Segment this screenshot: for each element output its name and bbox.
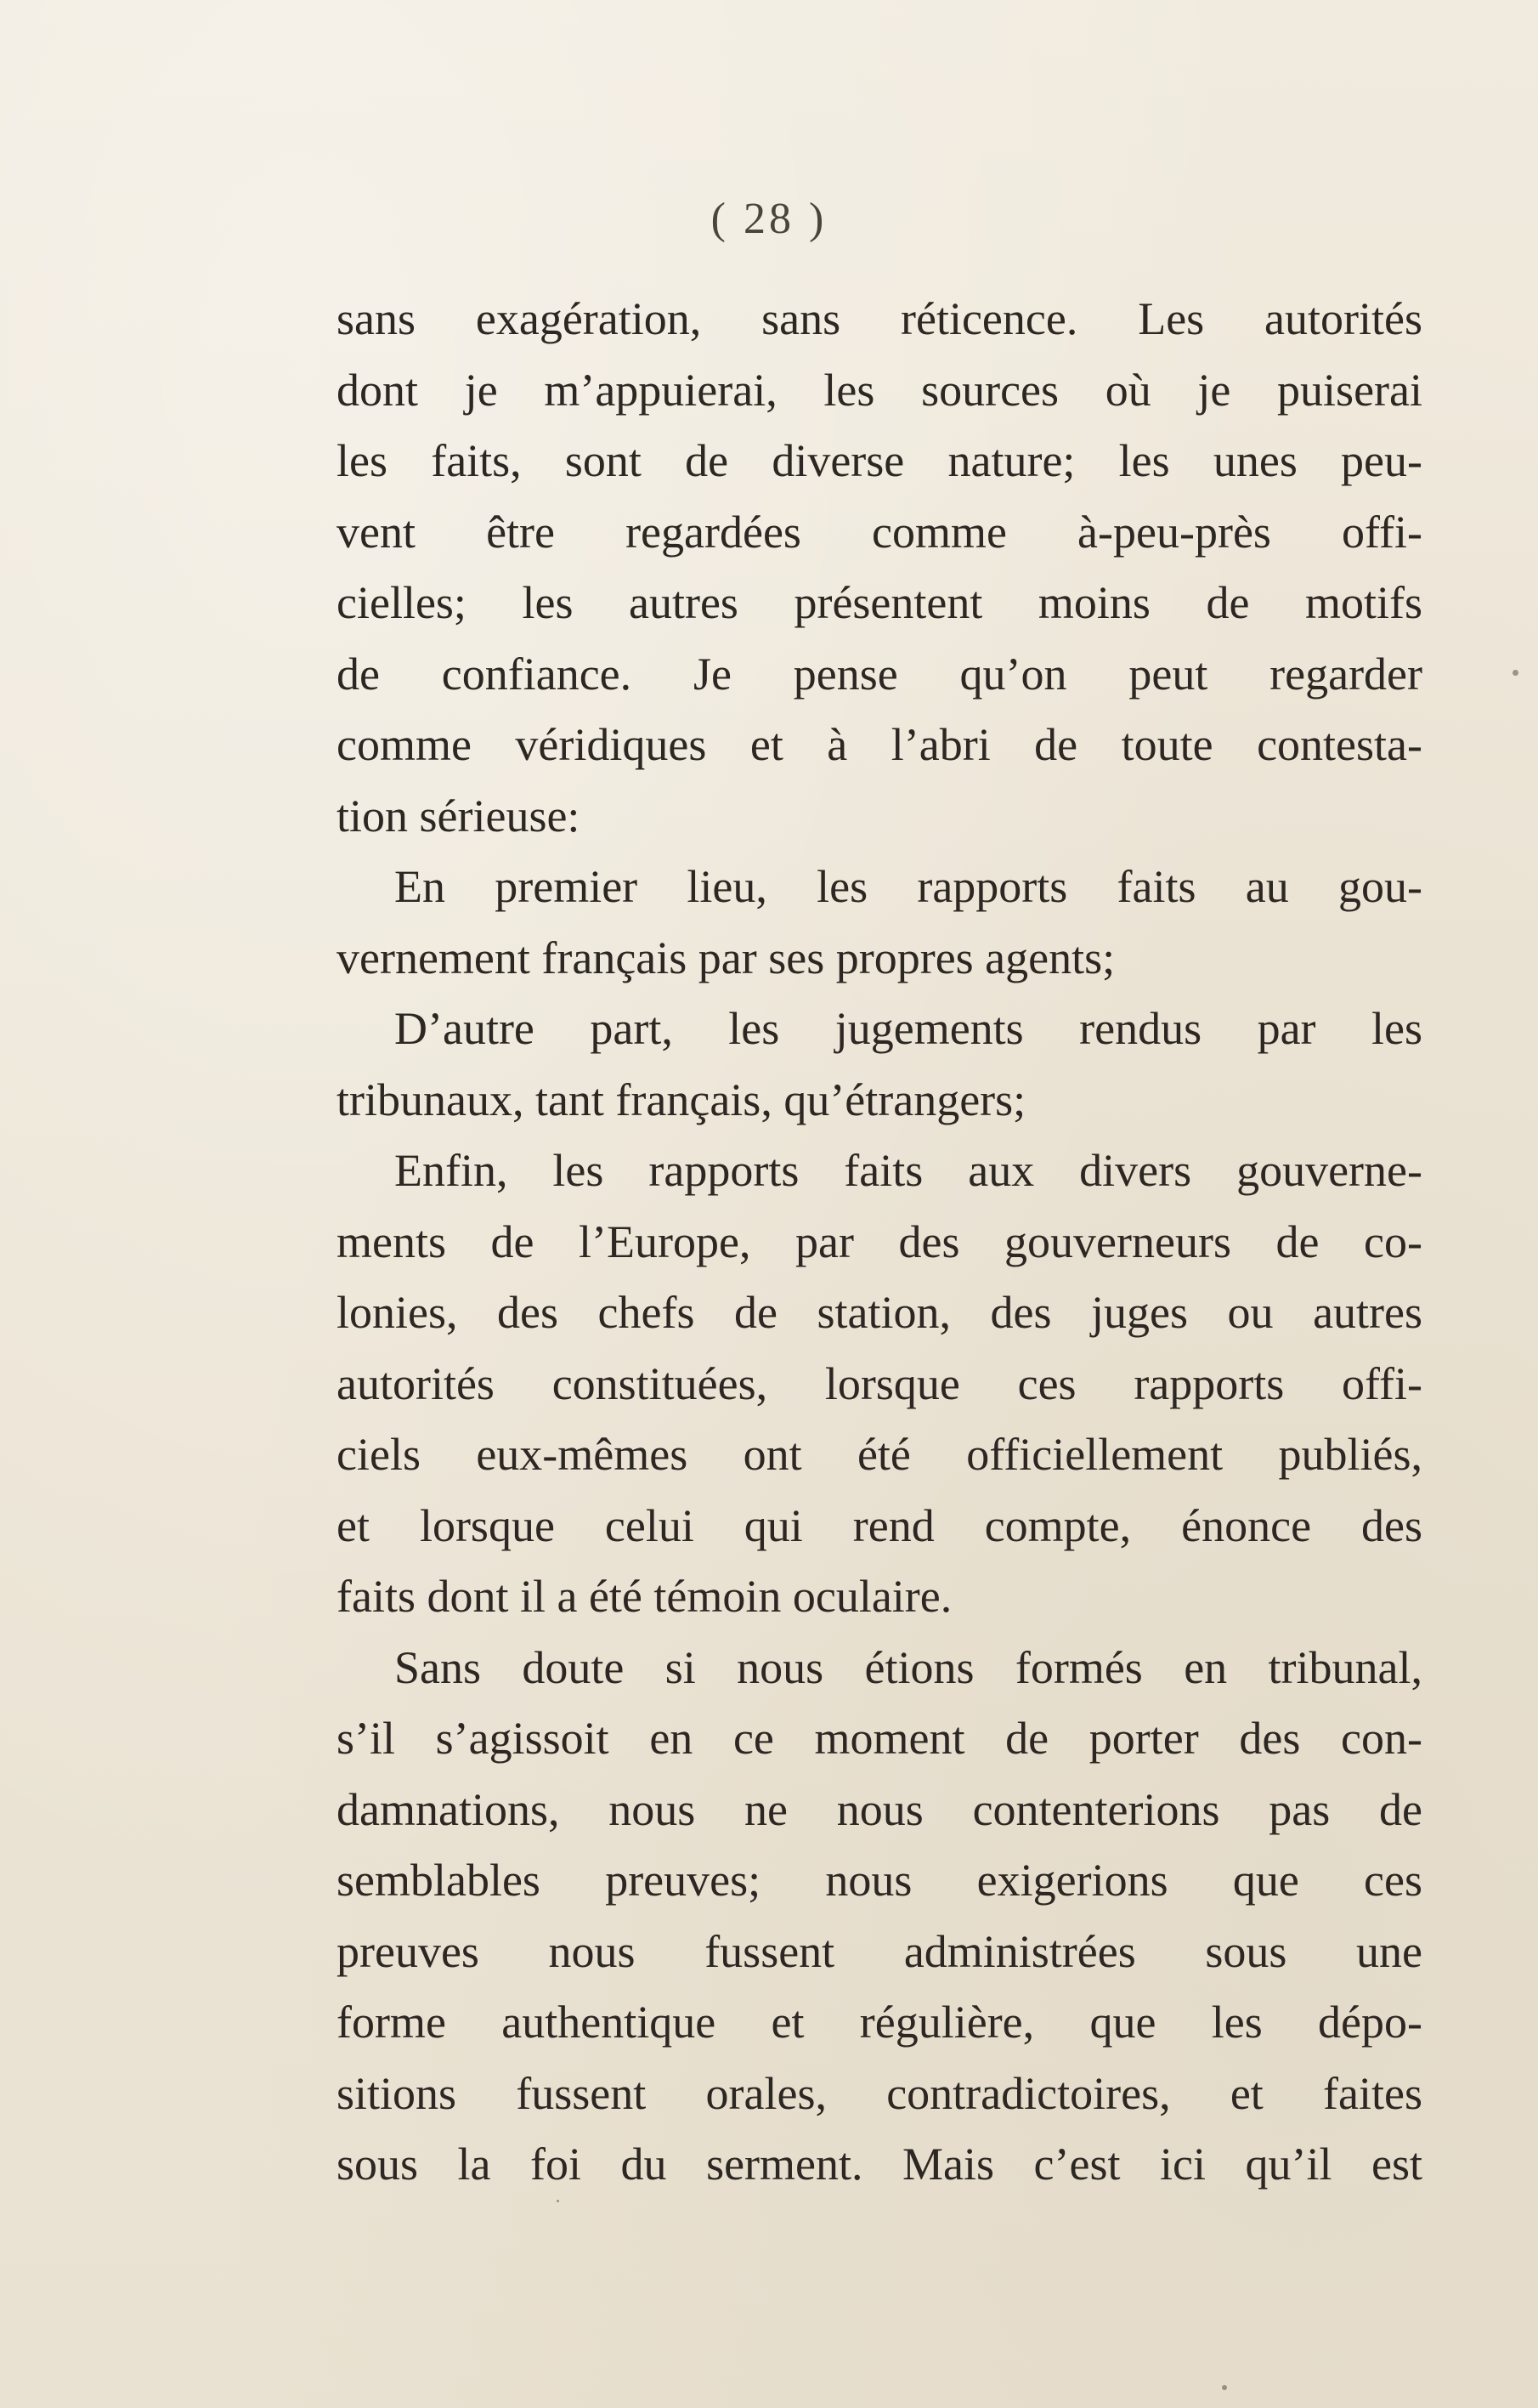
text-line: sous la foi du serment. Mais c’est ici qu’il est bbox=[336, 2139, 1422, 2190]
text-line: les faits, sont de diverse nature; les unes peu- bbox=[336, 435, 1422, 486]
text-line: D’autre part, les jugements rendus par les bbox=[394, 1003, 1422, 1054]
text-line: vernement français par ses propres agents; bbox=[336, 932, 1116, 983]
text-line: comme véridiques et à l’abri de toute contesta- bbox=[336, 719, 1422, 770]
paper-speck bbox=[557, 2200, 559, 2202]
text-line: En premier lieu, les rapports faits au gou- bbox=[394, 861, 1422, 912]
text-line: et lorsque celui qui rend compte, énonce des bbox=[336, 1499, 1422, 1551]
text-line: tribunaux, tant français, qu’étrangers; bbox=[336, 1074, 1026, 1125]
text-line: ments de l’Europe, par des gouverneurs de co- bbox=[336, 1215, 1422, 1267]
text-line: tion sérieuse: bbox=[336, 790, 580, 841]
text-line: forme authentique et régulière, que les dépo- bbox=[336, 1997, 1422, 2048]
text-line: lonies, des chefs de station, des juges ou autres bbox=[336, 1287, 1422, 1338]
text-line: Enfin, les rapports faits aux divers gouverne- bbox=[394, 1145, 1422, 1196]
text-line: dont je m’appuierai, les sources où je puiserai bbox=[336, 364, 1422, 416]
text-line: autorités constituées, lorsque ces rapports offi- bbox=[336, 1357, 1422, 1409]
text-line: cielles; les autres présentent moins de motifs bbox=[336, 577, 1422, 628]
page-number: ( 28 ) bbox=[710, 195, 828, 243]
text-line: de confiance. Je pense qu’on peut regarder bbox=[336, 648, 1422, 700]
text-line: s’il s’agissoit en ce moment de porter des con- bbox=[336, 1713, 1422, 1764]
text-line: damnations, nous ne nous contenterions pas de bbox=[336, 1783, 1422, 1835]
paper-speck bbox=[1513, 670, 1518, 676]
text-line: vent être regardées comme à-peu-près offi- bbox=[336, 506, 1422, 558]
body-text bbox=[336, 284, 1422, 2201]
text-line: faits dont il a été témoin oculaire. bbox=[336, 1571, 953, 1622]
text-line: Sans doute si nous étions formés en tribunal, bbox=[394, 1641, 1422, 1693]
paper-speck bbox=[1222, 2385, 1227, 2390]
text-line: semblables preuves; nous exigerions que ces bbox=[336, 1855, 1422, 1906]
text-line: sans exagération, sans réticence. Les autorités bbox=[336, 293, 1422, 344]
text-line: sitions fussent orales, contradictoires, et faites bbox=[336, 2067, 1422, 2119]
text-line: preuves nous fussent administrées sous une bbox=[336, 1925, 1422, 1977]
text-line: ciels eux-mêmes ont été officiellement publiés, bbox=[336, 1429, 1422, 1480]
